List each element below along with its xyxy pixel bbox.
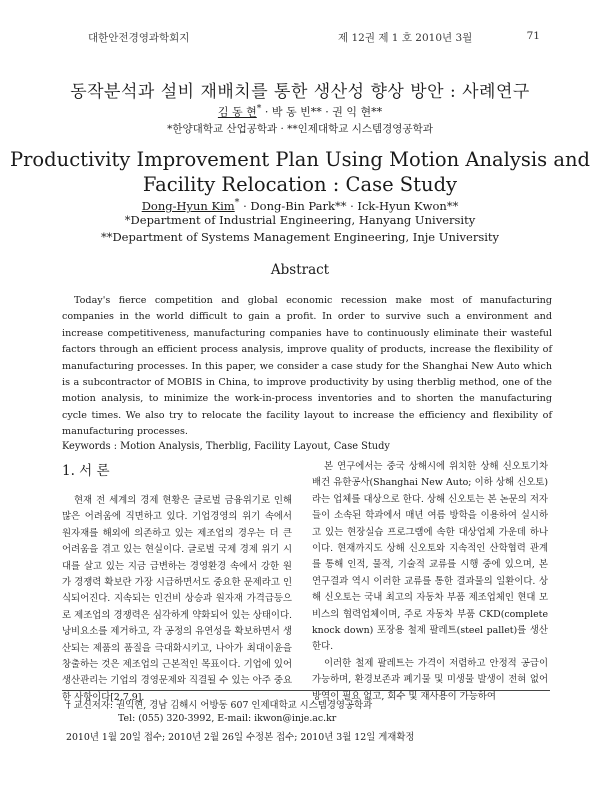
english-affiliation-2: **Department of Systems Management Engineering, Inje University: [100, 230, 500, 244]
footnote-contact: Tel: (055) 320-3992, E-mail: ikwon@inje.ac.kr: [118, 713, 337, 724]
volume-issue: 제 12권 제 1 호 2010년 3월: [338, 32, 473, 44]
footnote-dates: 2010년 1월 20일 접수; 2010년 2월 26일 수정본 접수; 2010년 3월 12일 게재확정: [66, 732, 415, 743]
english-affiliation-1: *Department of Industrial Engineering, Hanyang University: [124, 213, 476, 227]
english-title-line-1: Productivity Improvement Plan Using Motion Analysis and: [9, 148, 590, 171]
english-title-line-2: Facility Relocation : Case Study: [142, 173, 458, 196]
english-authors: [0, 197, 600, 213]
footnote-divider: [62, 690, 550, 691]
english-author-1: Dong-Hyun Kim: [141, 198, 235, 213]
english-author-1-mark: *: [234, 197, 240, 208]
abstract-body: Today's fierce competition and global economic recession make most of manufacturing companies in the world difficult to gain a profit. In order to survive such a environment and increase competitiveness, manufacturing companies have to continuously eliminate their wasteful factors through an efficient process analysis, improve quality of products, increase the flexibility of manufacturing processes. In this paper, we consider a case study for the Shanghai New Auto which is a subcontractor of MOBIS in China, to improve productivity by using therblig method, one of the motion analysis, to minimize the work-in-process inventories and to shorten the manufacturing cycle times. We also try to relocate the facility layout to increase the efficiency and flexibility of manufacturing processes.: [62, 295, 552, 438]
right-column: [312, 459, 548, 705]
korean-title: 동작분석과 설비 재배치를 통한 생산성 향상 방안 : 사례연구: [70, 82, 530, 102]
english-authors-rest: · Dong-Bin Park** · Ick-Hyun Kwon**: [239, 198, 459, 213]
korean-author-1-mark: *: [256, 103, 262, 114]
korean-authors: [0, 103, 600, 120]
intro-paragraph-3: 이러한 철제 팔레트는 가격이 저렴하고 안정적 공급이 가능하며, 환경보존과 폐기물 및 미생물 발생이 전혀 없어 방역이 필요 없고, 회수 및 재사용이 가능하여: [312, 657, 548, 702]
page-number: 71: [526, 30, 540, 42]
journal-name: 대한안전경영과학회지: [88, 32, 190, 44]
abstract-heading: Abstract: [270, 262, 330, 278]
footnote-corresponding-author: † 교신저자: 권익현, 경남 김해시 어방동 607 인제대학교 시스템경영공학과: [66, 700, 373, 711]
section-heading-introduction: 1. 서 론: [62, 463, 110, 479]
intro-paragraph-2: 본 연구에서는 중국 상해시에 위치한 상해 신오토기차배건 유한공사(Shanghai New Auto; 이하 상해 신오토)라는 업체를 대상으로 한다. 상해 신오토는 본 논문의 저자들이 소속된 학과에서 매년 여름 방학을 이용하여 실시하고 있는 현장실습 프로그램에 속한 대상업체 가운데 하나이다. 현재까지도 상해 신오토와 지속적인 산학협력 관계를 통해 인적, 물적, 기술적 교류를 시행 중에 있으며, 본 연구결과 역시 이러한 교류를 통한 결과물의 일환이다. 상해 신오토는 국내 최고의 자동차 부품 제조업체인 현대 모비스의 협력업체이며, 주로 자동차 부품 CKD(complete knock down) 포장용 철제 팔레트(steel pallet)를 생산한다.: [312, 461, 548, 653]
intro-paragraph-1: 현재 전 세계의 경제 현황은 글로벌 금융위기로 인해 많은 어려움에 직면하고 있다. 기업경영의 위기 속에서 원자재를 해외에 의존하고 있는 제조업의 경우는 더 큰 어려움을 겪고 있는 현실이다. 글로벌 국제 경제 위기 시대를 살고 있는 지금 급변하는 경영환경 속에서 강한 원가 경쟁력 확보란 가장 시급하면서도 중요한 문제라고 인식되어진다. 지속되는 인건비 상승과 원자재 가격급등으로 제조업의 경쟁력은 심각하게 약화되어 있는 상태이다. 낭비요소를 제거하고, 각 공정의 유연성을 확보하면서 생산되는 제품의 품질을 극대화시키고, 나아가 최대이윤을 창출하는 것은 제조업의 근본적인 목표이다. 기업에 있어 생산관리는 기업의 경영문제와 직결될 수 있는 아주 중요한 사항이다[2,7,9].: [62, 495, 292, 703]
running-head: [88, 30, 540, 48]
korean-affiliations: *한양대학교 산업공학과 · **인제대학교 시스템경영공학과: [167, 123, 433, 135]
keywords: Keywords : Motion Analysis, Therblig, Facility Layout, Case Study: [62, 441, 390, 452]
korean-authors-rest: · 박 동 빈** · 권 익 현**: [264, 105, 383, 119]
left-column: [62, 459, 292, 706]
korean-author-1: 김 동 현: [217, 105, 257, 119]
